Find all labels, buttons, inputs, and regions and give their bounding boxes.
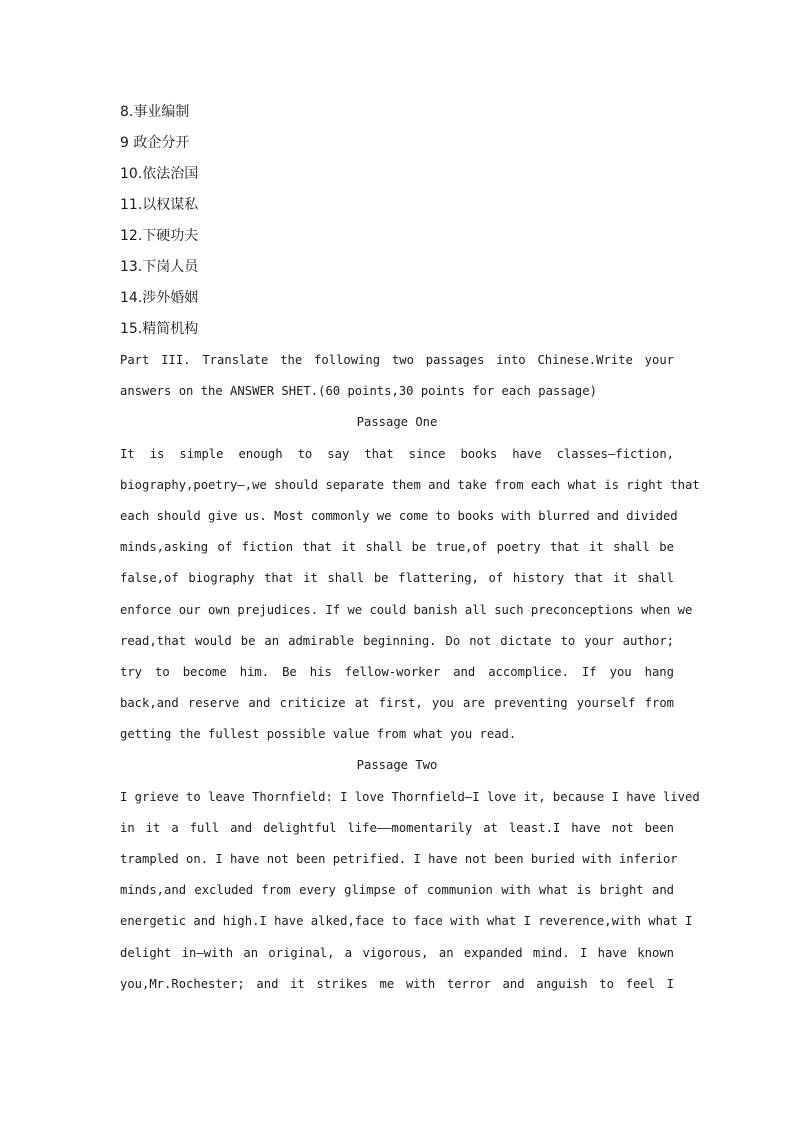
passage-line: you,Mr.Rochester; and it strikes me with terror and anguish to feel I xyxy=(120,976,674,991)
passage-one-title: Passage One xyxy=(356,415,438,430)
part-three-instructions xyxy=(120,346,674,408)
passage-line: biography,poetry—,we should separate them and take from each what is right that xyxy=(120,477,700,492)
passage-line: minds,and excluded from every glimpse of communion with what is bright and xyxy=(120,883,674,898)
passage-line: in it a full and delightful life——momentarily at least.I have not been xyxy=(120,820,674,835)
passage-one xyxy=(120,408,700,751)
passage-line: read,that would be an admirable beginning. Do not dictate to your author; xyxy=(120,633,674,648)
passage-line: trampled on. I have not been petrified. I have not been buried with inferior xyxy=(120,852,678,866)
vocab-item: 8.事业编制 xyxy=(120,104,190,120)
passage-line: energetic and high.I have alked,face to face with what I reverence,with what I xyxy=(120,914,693,929)
passage-line: delight in—with an original, a vigorous, an expanded mind. I have known xyxy=(120,945,674,960)
vocab-item: 9 政企分开 xyxy=(120,135,190,151)
passage-line: false,of biography that it shall be flattering, of history that it shall xyxy=(120,571,674,586)
vocab-item: 13.下岗人员 xyxy=(120,259,199,275)
vocab-item: 12.下硬功夫 xyxy=(120,228,199,244)
passage-line: I grieve to leave Thornfield: I love Thornfield—I love it, because I have lived xyxy=(120,789,700,804)
instruction-line: answers on the ANSWER SHET.(60 points,30 points for each passage) xyxy=(120,384,597,399)
vocab-item: 15.精简机构 xyxy=(120,321,199,337)
passage-line: back,and reserve and criticize at first, you are preventing yourself from xyxy=(120,696,674,711)
vocab-item: 10.依法治国 xyxy=(120,166,199,182)
passage-two xyxy=(120,751,700,1001)
vocab-list xyxy=(120,98,674,346)
vocab-item: 14.涉外婚姻 xyxy=(120,290,199,306)
passage-line: minds,asking of fiction that it shall be true,of poetry that it shall be xyxy=(120,540,674,555)
document-body xyxy=(120,98,700,1001)
passage-line: getting the fullest possible value from what you read. xyxy=(120,727,517,742)
vocab-item: 11.以权谋私 xyxy=(120,197,199,213)
passage-line: try to become him. Be his fellow-worker and accomplice. If you hang xyxy=(120,664,674,679)
instruction-line: Part III. Translate the following two passages into Chinese.Write your xyxy=(120,353,674,367)
passage-line: enforce our own prejudices. If we could banish all such preconceptions when we xyxy=(120,602,693,617)
passage-line: each should give us. Most commonly we come to books with blurred and divided xyxy=(120,508,678,523)
passage-line: It is simple enough to say that since books have classes—fiction, xyxy=(120,446,674,461)
passage-two-title: Passage Two xyxy=(356,758,438,773)
